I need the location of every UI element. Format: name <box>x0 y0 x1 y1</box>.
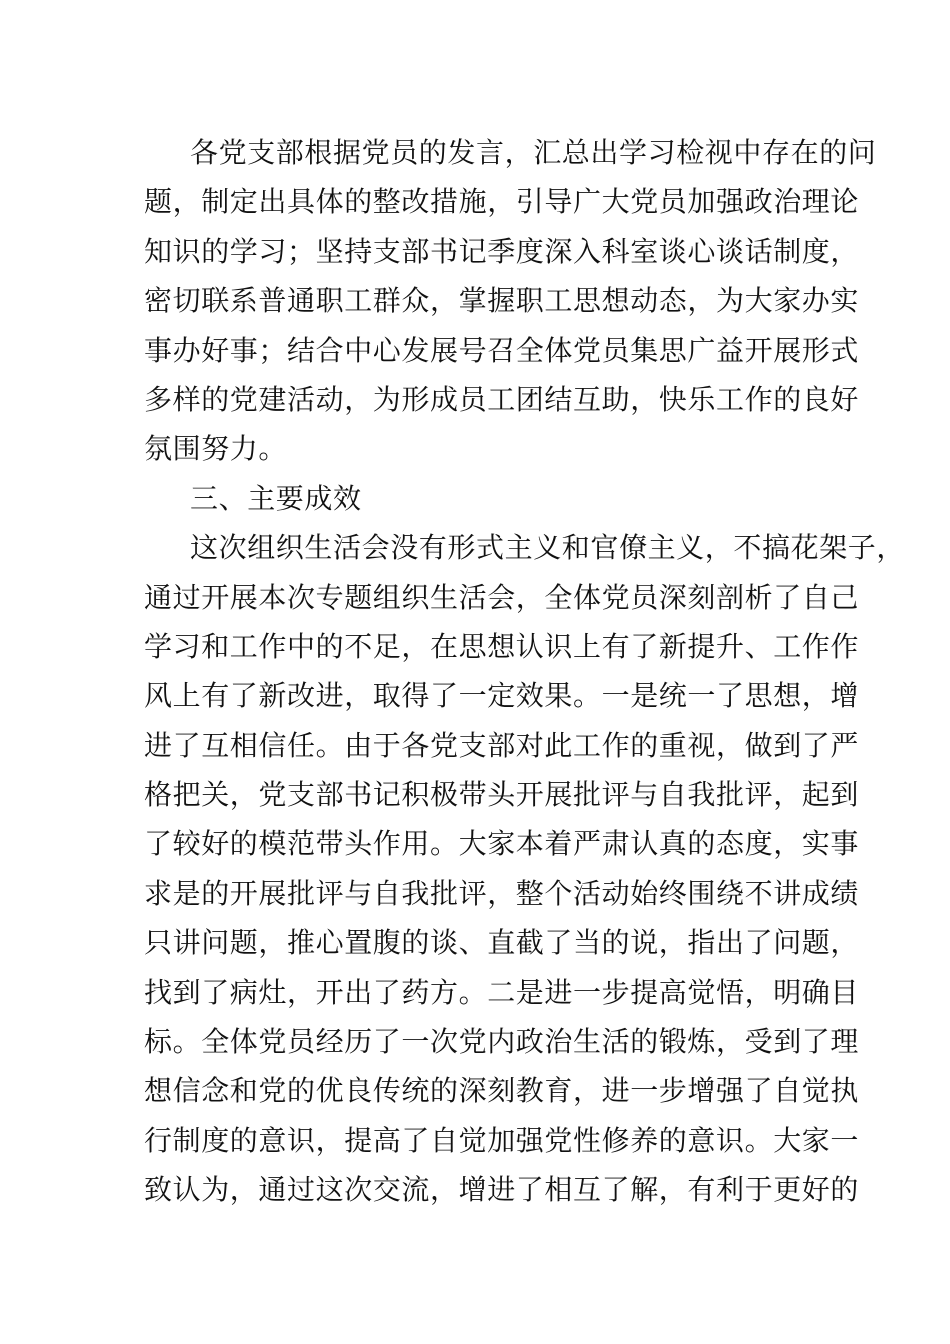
paragraph-line: 了较好的模范带头作用。大家本着严肃认真的态度，实事 <box>144 827 860 861</box>
paragraph-line: 各党支部根据党员的发言，汇总出学习检视中存在的问 <box>190 136 877 169</box>
paragraph-line: 找到了病灶，开出了药方。二是进一步提高觉悟，明确目 <box>144 975 860 1009</box>
document-body <box>144 128 906 1215</box>
paragraph-line: 学习和工作中的不足，在思想认识上有了新提升、工作作 <box>144 629 860 663</box>
paragraph-line: 密切联系普通职工群众，掌握职工思想动态，为大家办实 <box>144 284 860 318</box>
paragraph-line: 题，制定出具体的整改措施，引导广大党员加强政治理论 <box>144 185 860 219</box>
paragraph-line: 风上有了新改进，取得了一定效果。一是统一了思想，增 <box>144 679 860 713</box>
paragraph-line: 这次组织生活会没有形式主义和官僚主义，不搞花架子， <box>190 531 906 565</box>
paragraph-line: 事办好事；结合中心发展号召全体党员集思广益开展形式 <box>144 333 860 367</box>
paragraph-line: 标。全体党员经历了一次党内政治生活的锻炼，受到了理 <box>144 1025 860 1059</box>
paragraph-line: 求是的开展批评与自我批评，整个活动始终围绕不讲成绩 <box>144 876 860 910</box>
paragraph-line: 多样的党建活动，为形成员工团结互助，快乐工作的良好 <box>144 382 860 416</box>
paragraph-line: 格把关，党支部书记积极带头开展批评与自我批评，起到 <box>144 778 860 812</box>
paragraph-line: 致认为，通过这次交流，增进了相互了解，有利于更好的 <box>144 1173 860 1207</box>
paragraph-line: 只讲问题，推心置腹的谈、直截了当的说，指出了问题， <box>144 926 860 960</box>
paragraph-line: 想信念和党的优良传统的深刻教育，进一步增强了自觉执 <box>144 1074 860 1108</box>
paragraph-line: 进了互相信任。由于各党支部对此工作的重视，做到了严 <box>144 728 860 762</box>
paragraph-line: 行制度的意识，提高了自觉加强党性修养的意识。大家一 <box>144 1123 860 1157</box>
paragraph-line: 知识的学习；坚持支部书记季度深入科室谈心谈话制度， <box>144 234 860 268</box>
section-heading: 三、主要成效 <box>190 481 362 515</box>
paragraph-line: 通过开展本次专题组织生活会，全体党员深刻剖析了自己 <box>144 580 860 614</box>
paragraph-line: 氛围努力。 <box>144 432 288 466</box>
